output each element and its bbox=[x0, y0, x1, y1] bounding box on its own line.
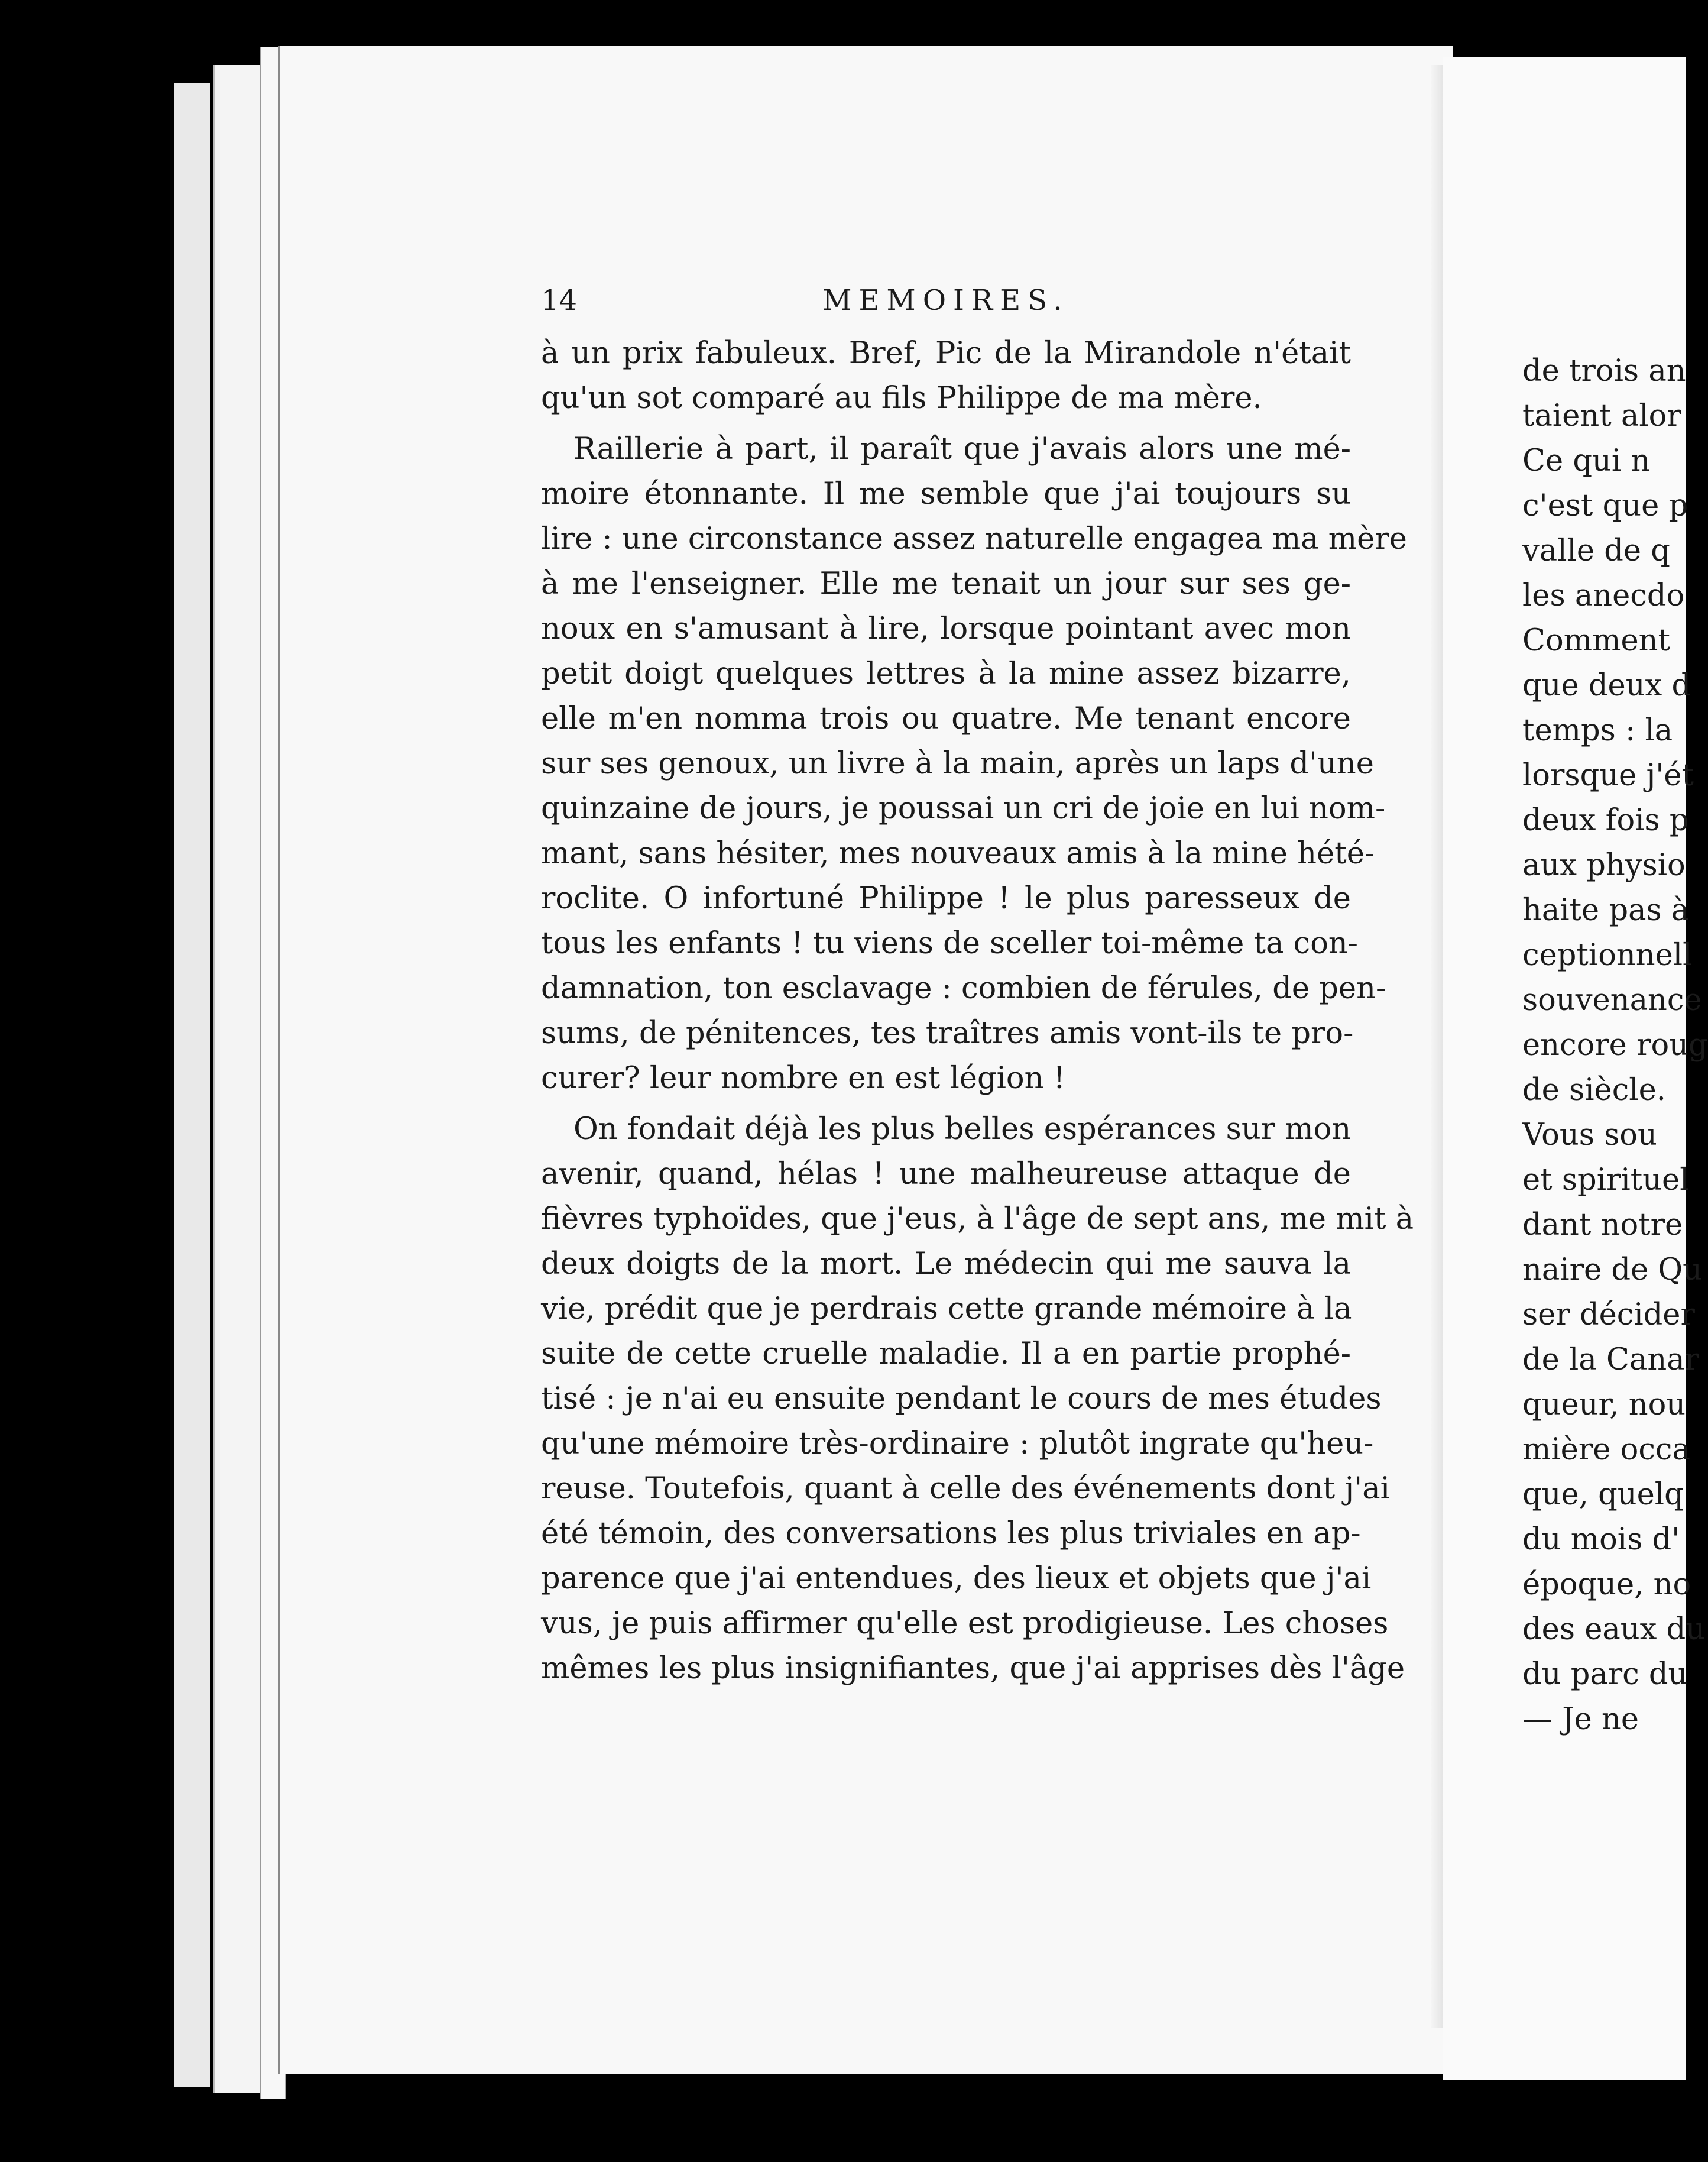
text-line: c'est que p bbox=[1522, 488, 1688, 523]
text-line: époque, no bbox=[1522, 1567, 1691, 1602]
text-line: Raillerie à part, il paraît que j'avais alors une mé- bbox=[573, 432, 1351, 467]
text-line: de trois an bbox=[1522, 354, 1686, 389]
text-line: fièvres typhoïdes, que j'eus, à l'âge de sept ans, me mit à bbox=[541, 1202, 1414, 1237]
text-line: Vous sou bbox=[1522, 1118, 1657, 1153]
text-line: de la Canar bbox=[1522, 1342, 1700, 1377]
text-line: des eaux du bbox=[1522, 1612, 1706, 1647]
text-line: avenir, quand, hélas ! une malheureuse attaque de bbox=[541, 1157, 1351, 1192]
text-line: parence que j'ai entendues, des lieux et objets que j'ai bbox=[541, 1561, 1372, 1596]
text-line: souvenance bbox=[1522, 983, 1702, 1018]
text-line: qu'un sot comparé au fils Philippe de ma mère. bbox=[541, 381, 1262, 416]
text-line: du parc du bbox=[1522, 1657, 1688, 1692]
text-line: à un prix fabuleux. Bref, Pic de la Mirandole n'était bbox=[541, 336, 1351, 371]
text-line: curer? leur nombre en est légion ! bbox=[541, 1061, 1066, 1096]
paragraph bbox=[541, 1107, 1414, 1691]
running-title: MEMOIRES. bbox=[822, 284, 1069, 317]
paragraph bbox=[541, 427, 1407, 1101]
text-line: Ce qui n bbox=[1522, 444, 1651, 478]
text-line: ceptionnell bbox=[1522, 938, 1693, 973]
body-text bbox=[541, 331, 1414, 1691]
text-line: Comment bbox=[1522, 623, 1670, 658]
text-line: — Je ne bbox=[1522, 1702, 1639, 1737]
text-line: ser décider bbox=[1522, 1297, 1695, 1332]
text-line: lire : une circonstance assez naturelle engagea ma mère bbox=[541, 522, 1407, 556]
text-line: reuse. Toutefois, quant à celle des événements dont j'ai bbox=[541, 1471, 1390, 1506]
text-line: qu'une mémoire très-ordinaire : plutôt ingrate qu'heu- bbox=[541, 1426, 1374, 1461]
text-line: lorsque j'ét bbox=[1522, 758, 1694, 793]
text-line: deux fois p bbox=[1522, 803, 1689, 838]
text-line: vus, je puis affirmer qu'elle est prodigieuse. Les choses bbox=[541, 1606, 1389, 1641]
text-line: de siècle. bbox=[1522, 1073, 1666, 1108]
text-line: sur ses genoux, un livre à la main, après un laps d'une bbox=[541, 746, 1374, 781]
text-line: à me l'enseigner. Elle me tenait un jour sur ses ge- bbox=[541, 567, 1351, 601]
page-number: 14 bbox=[541, 284, 578, 317]
text-line: mant, sans hésiter, mes nouveaux amis à la mine hété- bbox=[541, 836, 1375, 871]
right-page-text bbox=[1522, 349, 1708, 1742]
text-line: vie, prédit que je perdrais cette grande mémoire à la bbox=[541, 1292, 1352, 1326]
text-line: sums, de pénitences, tes traîtres amis vont-ils te pro- bbox=[541, 1016, 1354, 1051]
text-line: mêmes les plus insignifiantes, que j'ai apprises dès l'âge bbox=[541, 1651, 1405, 1686]
text-line: naire de Qu bbox=[1522, 1252, 1703, 1287]
page-header bbox=[541, 278, 1351, 331]
text-line: petit doigt quelques lettres à la mine assez bizarre, bbox=[541, 656, 1351, 691]
text-line: queur, nou bbox=[1522, 1387, 1686, 1422]
text-line: du mois d' bbox=[1522, 1522, 1680, 1557]
text-line: mière occa bbox=[1522, 1432, 1690, 1467]
text-line: deux doigts de la mort. Le médecin qui me sauva la bbox=[541, 1247, 1351, 1281]
text-line: dant notre bbox=[1522, 1208, 1683, 1242]
text-line: taient alor bbox=[1522, 399, 1681, 433]
text-line: valle de q bbox=[1522, 533, 1670, 568]
text-line: et spirituel bbox=[1522, 1163, 1690, 1197]
page-edge bbox=[174, 83, 210, 2087]
text-line: damnation, ton esclavage : combien de férules, de pen- bbox=[541, 971, 1386, 1006]
text-line: haite pas à bbox=[1522, 893, 1690, 928]
text-line: elle m'en nomma trois ou quatre. Me tenant encore bbox=[541, 701, 1351, 736]
text-line: On fondait déjà les plus belles espérances sur mon bbox=[573, 1112, 1352, 1147]
text-line: tous les enfants ! tu viens de sceller toi-même ta con- bbox=[541, 926, 1358, 961]
text-line: encore roug bbox=[1522, 1028, 1708, 1063]
text-line: les anecdo bbox=[1522, 578, 1685, 613]
text-line: tisé : je n'ai eu ensuite pendant le cours de mes études bbox=[541, 1381, 1382, 1416]
text-line: roclite. O infortuné Philippe ! le plus paresseux de bbox=[541, 881, 1351, 916]
text-line: noux en s'amusant à lire, lorsque pointant avec mon bbox=[541, 611, 1351, 646]
text-line: temps : la bbox=[1522, 713, 1673, 748]
text-line: suite de cette cruelle maladie. Il a en partie prophé- bbox=[541, 1336, 1351, 1371]
text-line: que deux d bbox=[1522, 668, 1691, 703]
paragraph bbox=[541, 331, 1351, 421]
text-line: quinzaine de jours, je poussai un cri de joie en lui nom- bbox=[541, 791, 1386, 826]
left-page-text bbox=[541, 278, 1414, 1697]
text-line: que, quelq bbox=[1522, 1477, 1684, 1512]
text-line: aux physio bbox=[1522, 848, 1686, 883]
text-line: été témoin, des conversations les plus triviales en ap- bbox=[541, 1516, 1361, 1551]
text-line: moire étonnante. Il me semble que j'ai toujours su bbox=[541, 477, 1351, 512]
